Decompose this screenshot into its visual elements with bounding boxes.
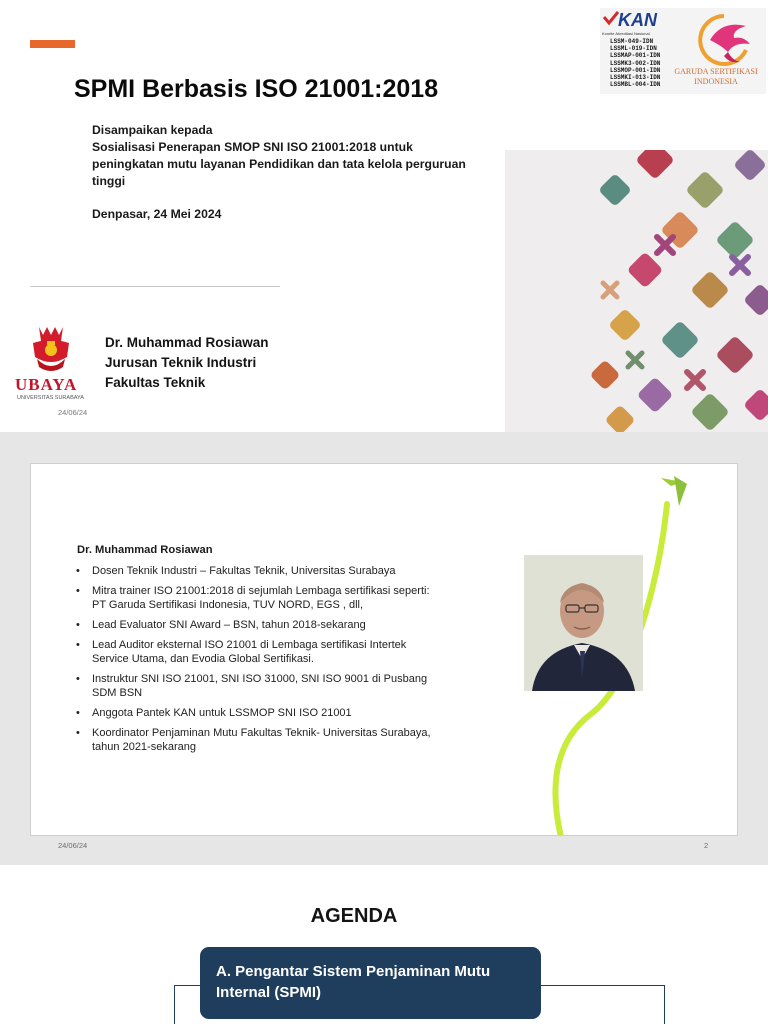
- slide-title: SPMI Berbasis ISO 21001:2018: [74, 75, 439, 103]
- subtitle-event: Sosialisasi Penerapan SMOP SNI ISO 21001:2018 untuk peningkatan mutu layanan Pendidikan dan tata kelola perguruan tinggi: [92, 140, 466, 188]
- accreditation-logos: [600, 8, 766, 94]
- footer-date: 24/06/24: [58, 408, 88, 417]
- kan-note: Komite Akreditasi Nasional: [602, 31, 650, 36]
- kan-code: LSSMKI-013-IDN: [610, 74, 661, 82]
- footer-date: 24/06/24: [58, 841, 88, 850]
- geometric-pattern-icon: [505, 150, 768, 432]
- presenter-block: [105, 333, 269, 393]
- presenter-department: Jurusan Teknik Industri: [105, 355, 257, 370]
- agenda-title: AGENDA: [310, 905, 398, 927]
- kan-code: LSSML-019-IDN: [610, 45, 657, 53]
- page-number: 2: [704, 841, 709, 850]
- agenda-item-a: [200, 947, 541, 1019]
- accent-bar: [30, 40, 75, 48]
- ubaya-emblem-icon: [9, 323, 95, 377]
- checkmark-icon: [603, 11, 619, 25]
- profile-bullet-item: • Anggota Pantek KAN untuk LSSMOP SNI ISO 21001: [75, 706, 445, 720]
- garuda-wordmark: [668, 67, 764, 87]
- garuda-line2: INDONESIA: [694, 77, 738, 86]
- profile-bullet-item: • Instruktur SNI ISO 21001, SNI ISO 31000, SNI ISO 9001 di Pusbang SDM BSN: [75, 672, 445, 700]
- subtitle-audience: Disampaikan kepada: [92, 123, 213, 137]
- agenda-item-a-line2: Internal (SPMI): [216, 984, 322, 1001]
- title-slide: [0, 0, 768, 432]
- decorative-pattern: [505, 150, 768, 432]
- profile-bullet-item: • Lead Auditor eksternal ISO 21001 di Lembaga sertifikasi Intertek Service Utama, dan Evodia Global Sertifikasi.: [75, 638, 445, 666]
- kan-codes: [610, 38, 660, 88]
- kan-code: LSSMK3-002-IDN: [610, 59, 661, 67]
- profile-slide: [30, 463, 738, 836]
- profile-bullet-item: • Dosen Teknik Industri – Fakultas Teknik, Universitas Surabaya: [75, 564, 445, 578]
- ubaya-wordmark: UBAYA: [15, 375, 78, 394]
- garuda-bird-icon: [688, 10, 760, 68]
- portrait-icon: [524, 555, 643, 691]
- profile-bullet-item: • Koordinator Penjaminan Mutu Fakultas Teknik- Universitas Surabaya, tahun 2021-sekarang: [75, 726, 445, 754]
- presenter-faculty: Fakultas Teknik: [105, 375, 206, 390]
- event-date: Denpasar, 24 Mei 2024: [92, 207, 222, 221]
- agenda-item-a-line1: A. Pengantar Sistem Penjaminan Mutu: [216, 963, 491, 980]
- garuda-line1: GARUDA SERTIFIKASI: [674, 67, 758, 76]
- kan-code: LSSMOP-001-IDN: [610, 66, 661, 74]
- profile-bullet-item: • Lead Evaluator SNI Award – BSN, tahun 2018-sekarang: [75, 618, 445, 632]
- kan-code: LSSMAP-001-IDN: [610, 52, 661, 60]
- ubaya-logo: [9, 323, 95, 405]
- presenter-photo: [524, 555, 643, 691]
- profile-bullet-item: • Mitra trainer ISO 21001:2018 di sejumlah Lembaga sertifikasi seperti: PT Garuda Sertifikasi Indonesia, TUV NORD, EGS , dll,: [75, 584, 445, 612]
- kan-wordmark: KAN: [618, 10, 657, 30]
- kan-code: LSSM-049-IDN: [610, 38, 654, 45]
- profile-bullet-list: [75, 564, 445, 760]
- ubaya-subtitle: UNIVERSITAS SURABAYA: [17, 395, 84, 401]
- profile-name: Dr. Muhammad Rosiawan: [77, 544, 213, 556]
- divider: [30, 286, 280, 287]
- kan-code: LSSMBL-004-IDN: [610, 81, 661, 89]
- slide-subtitle: [92, 122, 482, 190]
- presenter-name: Dr. Muhammad Rosiawan: [105, 335, 269, 350]
